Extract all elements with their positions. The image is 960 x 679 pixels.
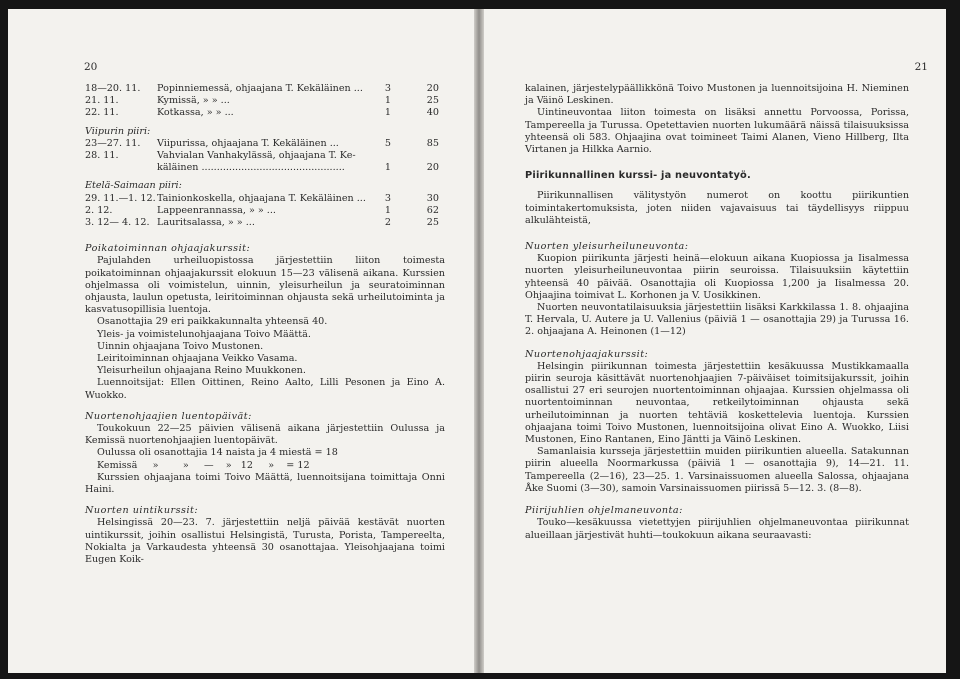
table-row xyxy=(85,107,445,119)
list-item: Leiritoiminnan ohjaajana Veikko Vasama. xyxy=(97,352,298,364)
section-heading: Piirijuhlien ohjelmaneuvonta: xyxy=(525,505,683,517)
right-content xyxy=(525,83,909,542)
days-cell: 1 xyxy=(384,204,391,216)
days-cell: 3 xyxy=(384,192,391,204)
table-row xyxy=(85,162,445,174)
place-cell: Kymissä, » » ... xyxy=(157,95,230,107)
participants-cell: 20 xyxy=(426,162,439,174)
days-cell: 1 xyxy=(384,95,391,107)
book-gutter xyxy=(474,9,484,673)
section-heading: Nuortenohjaajakurssit: xyxy=(525,348,649,360)
paragraph: Nuorten neuvontatilaisuuksia järjestettiin lisäksi Karkkilassa 1. 8. ohjaajina T. Hervala, U. Autere ja U. Vallenius (päiviä 1 — osanottajia 29) ja Turussa 16. 2. ohjaajana A. Heinonen (1—12) xyxy=(525,302,909,338)
section-heading: Poikatoiminnan ohjaajakurssit: xyxy=(85,243,251,255)
stat-line: Oulussa oli osanottajia 14 naista ja 4 miestä = 18 xyxy=(97,447,338,459)
participants-cell: 62 xyxy=(426,204,439,216)
days-cell xyxy=(373,150,391,162)
table-row xyxy=(85,193,445,205)
participants-cell: 25 xyxy=(426,216,439,228)
paragraph: Helsingin piirikunnan toimesta järjestettiin kesäkuussa Mustikkamaalla piirin seuroja käsittävät nuortenohjaajien 7-päiväiset toimitsijakurssit, joihin osallistui 27 eri seurojen nuortentoiminnan ohjaajaa. Kurssien ohjelmassa oli nuortentoiminnan neuvontaa, retkeilytoiminnan ohjausta sekä urheilutoiminnan ja nuorten tehtäviä koskettelevia luentoja. Kurssien ohjaajana toimi Toivo Mustonen, luennoitsijoina olivat Eino A. Wuokko, Liisi Mustonen, Eino Rantanen, Eino Jäntti ja Väinö Leskinen. xyxy=(525,360,909,446)
stat-line: Kemissä » » — » 12 » = 12 xyxy=(97,459,310,471)
table-row xyxy=(85,150,445,162)
course-table-1 xyxy=(85,83,445,120)
days-cell: 3 xyxy=(384,83,391,94)
paragraph: Kurssien ohjaajana toimi Toivo Määttä, luennoitsijana toimittaja Onni Haini. xyxy=(85,471,445,495)
place-cell: Kotkassa, » » ... xyxy=(157,107,234,119)
section-heading-bold: Piirikunnallinen kurssi- ja neuvontatyö. xyxy=(525,170,751,182)
section-heading: Nuortenohjaajien luentopäivät: xyxy=(85,410,252,422)
paragraph: Luennoitsijat: Ellen Oittinen, Reino Aalto, Lilli Pesonen ja Eino A. Wuokko. xyxy=(85,377,445,401)
table-row xyxy=(85,205,445,217)
participants-cell: 40 xyxy=(426,107,439,119)
right-page xyxy=(484,9,946,673)
place-cell: Popinniemessä, ohjaajana T. Kekäläinen ... xyxy=(157,83,363,94)
days-cell: 5 xyxy=(384,137,391,149)
date-cell: 2. 12. xyxy=(85,204,113,216)
participants-cell: 30 xyxy=(426,192,439,204)
participants-cell: 25 xyxy=(426,95,439,107)
date-cell: 29. 11.—1. 12. xyxy=(85,192,156,204)
place-cell: Vahvialan Vanhakylässä, ohjaajana T. Ke- xyxy=(157,149,356,161)
paragraph: kalainen, järjestelypäällikkönä Toivo Mustonen ja luennoitsijoina H. Nieminen ja Väinö Leskinen. xyxy=(525,83,909,107)
region-heading: Etelä-Saimaan piiri: xyxy=(85,180,182,192)
staff-list xyxy=(85,316,445,377)
course-table-2 xyxy=(85,138,445,162)
paragraph: Kuopion piirikunta järjesti heinä—elokuun aikana Kuopiossa ja Iisalmessa nuorten yleisurheiluneuvontaa piirin seuroissa. Tilaisuuksiin käytettiin yhteensä 40 päivää. Osanottajia oli Kuopiossa 1,200 ja Iisalmessa 20. Ohjaajina toimivat L. Korhonen ja V. Uosikkinen. xyxy=(525,253,909,301)
list-item: Yleis- ja voimistelunohjaajana Toivo Määttä. xyxy=(97,328,311,340)
place-cell: Tainionkoskella, ohjaajana T. Kekäläinen ... xyxy=(157,192,366,204)
list-item: Uinnin ohjaajana Toivo Mustonen. xyxy=(97,340,264,352)
paragraph: Pajulahden urheiluopistossa järjestettiin liiton toimesta poikatoiminnan ohjaajakurssit elokuun 15—23 välisenä aikana. Kurssien ohjelmassa oli voimistelun, uinnin, yleisurheilun ja seuratoiminnan ohjausta, laulun opetusta, leiritoiminnan ohjausta sekä urheilutoiminta ja kasvatusopillisia luentoja. xyxy=(85,255,445,316)
page-number: 20 xyxy=(84,61,98,73)
table-row xyxy=(85,217,445,229)
date-cell: 21. 11. xyxy=(85,95,119,107)
participants-cell: 20 xyxy=(426,83,439,94)
list-item: Osanottajia 29 eri paikkakunnalta yhteensä 40. xyxy=(97,316,328,328)
paragraph: Touko—kesäkuussa vietettyjen piirijuhlien ohjelmaneuvontaa piirikunnat alueillaan järjestivät huhti—toukokuun aikana seuraavasti: xyxy=(525,517,909,541)
place-cell: Lappeenrannassa, » » ... xyxy=(157,204,276,216)
paragraph: Samanlaisia kursseja järjestettiin muiden piirikuntien alueella. Satakunnan piirin alueella Noormarkussa (päiviä 1 — osanottajia 9), 14—21. 11. Tampereella (2—16), 23—25. 1. Varsinaissuomen alueella Salossa, ohjaajana Åke Suomi (3—30), samoin Varsinaissuomen piirissä 5—12. 3. (8—8). xyxy=(525,446,909,494)
days-cell: 1 xyxy=(384,107,391,119)
page-number: 21 xyxy=(914,61,928,73)
place-cell: Lauritsalassa, » » ... xyxy=(157,216,255,228)
paragraph: Piirikunnallisen välitystyön numerot on koottu piirikuntien toimintakertomuksista, joten niiden vajavaisuus tai täydellisyys riippuu alkulähteistä, xyxy=(525,190,909,226)
table-row xyxy=(85,83,445,95)
table-row xyxy=(85,95,445,107)
section-heading: Nuorten yleisurheiluneuvonta: xyxy=(525,241,689,253)
region-heading: Viipurin piiri: xyxy=(85,125,151,137)
date-cell: 18—20. 11. xyxy=(85,83,141,94)
date-cell: 22. 11. xyxy=(85,107,119,119)
date-cell: 23—27. 11. xyxy=(85,137,141,149)
place-cell: Viipurissa, ohjaajana T. Kekäläinen ... xyxy=(157,137,339,149)
list-item: Yleisurheilun ohjaajana Reino Muukkonen. xyxy=(97,365,306,377)
section-heading: Nuorten uintikurssit: xyxy=(85,505,199,517)
participants-cell xyxy=(391,150,439,162)
left-content xyxy=(85,83,445,566)
participants-cell: 85 xyxy=(426,137,439,149)
paragraph: Uintineuvontaa liiton toimesta on lisäksi annettu Porvoossa, Porissa, Tampereella ja Turussa. Opetettavien nuorten lukumäärä näissä tilaisuuksissa yhteensä oli 583. Ohjaajina ovat toimineet Taimi Alanen, Vieno Hillberg, Ilta Virtanen ja Hilkka Aarnio. xyxy=(525,107,909,156)
days-cell: 2 xyxy=(384,216,391,228)
table-row xyxy=(85,138,445,150)
paragraph: Toukokuun 22—25 päivien välisenä aikana järjestettiin Oulussa ja Kemissä nuortenohjaajien luentopäivät. xyxy=(85,422,445,447)
course-table-3 xyxy=(85,193,445,230)
date-cell: 3. 12— 4. 12. xyxy=(85,216,150,228)
date-cell: 28. 11. xyxy=(85,149,119,161)
paragraph: Helsingissä 20—23. 7. järjestettiin neljä päivää kestävät nuorten uintikurssit, joihin osallistui Helsingistä, Turusta, Porista, Tampereelta, Nokialta ja Varkaudesta yhteensä 30 osanottajaa. Yleisohjaajana toimi Eugen Koik- xyxy=(85,517,445,565)
place-cell: käläinen ............................................... xyxy=(157,162,345,174)
left-page xyxy=(8,9,474,673)
days-cell: 1 xyxy=(384,162,391,174)
